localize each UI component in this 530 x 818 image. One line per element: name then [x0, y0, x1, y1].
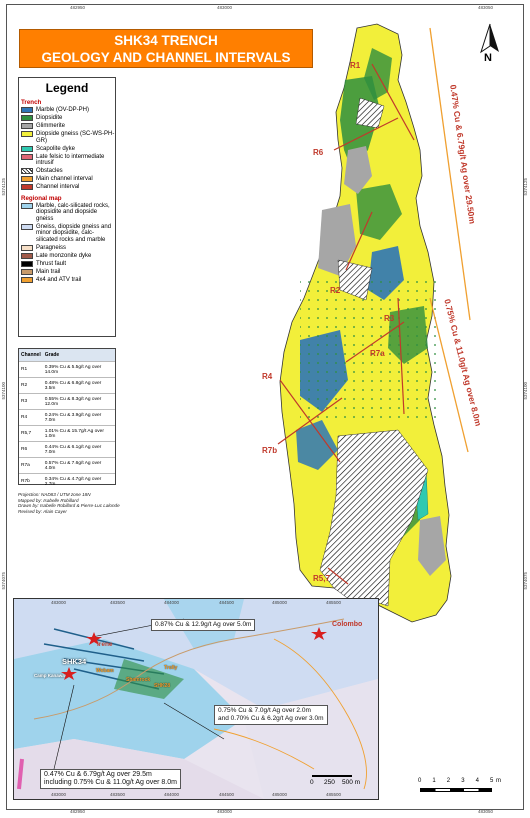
table-cell-grade: 0.57% Cu & 7.6g/t Ag over 4.0m: [43, 458, 115, 474]
coord-left-2: 5374100: [1, 382, 6, 400]
scale-tick-label: 5: [490, 778, 494, 784]
inset-label-webam: Webam: [96, 668, 114, 674]
label-r1: R1: [350, 61, 361, 70]
scale-bar: [418, 778, 510, 808]
inset-coord-bottom-6: 485500: [326, 792, 342, 797]
table-row: [19, 394, 115, 410]
north-label: N: [484, 52, 492, 64]
legend-regional-label: Thrust fault: [36, 260, 67, 267]
scale-tick-label: m: [496, 778, 501, 784]
table-row: [19, 378, 115, 394]
inset-coord-top-4: 484500: [219, 600, 235, 605]
coord-right-1: 5374125: [523, 178, 528, 196]
inset-box-irene-grade: 0.87% Cu & 12.9g/t Ag over 5.0m: [151, 619, 255, 631]
inset-scalebar: [310, 775, 370, 791]
inset-label-shk34: SHK34: [62, 657, 87, 666]
legend-trench-item: [21, 184, 115, 191]
legend-regional-label: Paragneiss: [36, 244, 67, 251]
legend-trench-item: [21, 131, 115, 144]
legend-trench-item: [21, 176, 115, 183]
label-r7a: R7a: [370, 349, 385, 358]
table-row: [19, 426, 115, 442]
credit-mapped: Mapped by: Isabelle Robillard: [18, 497, 79, 503]
inset-coord-top-6: 485500: [326, 600, 342, 605]
table-cell-channel: R4: [19, 410, 43, 426]
table-header-channel: Channel: [19, 349, 43, 362]
inset-label-shamrock: Shamrock: [126, 677, 151, 683]
inset-label-trolly: Trolly: [164, 665, 178, 671]
legend-trench-swatch: [21, 123, 33, 129]
inset-scale-0: 0: [310, 779, 314, 786]
coord-bottom-1: 482950: [70, 809, 86, 814]
scale-tick-label: 4: [475, 778, 479, 784]
legend-regional-swatch: [21, 245, 33, 251]
inset-coord-bottom-1: 483000: [51, 792, 67, 797]
inset-box-shk28-line1: 0.75% Cu & 7.0g/t Ag over 2.0m: [218, 707, 311, 714]
inset-box-shk34-grade: [40, 769, 181, 789]
table-row: [19, 458, 115, 474]
legend-regional-label: Marble, calc-silicated rocks, diopsidite and diopside gneiss: [36, 202, 110, 222]
table-row: [19, 362, 115, 378]
legend-trench-list: [19, 107, 115, 191]
scale-tick-label: 1: [432, 778, 436, 784]
table-cell-grade: 0.34% Cu & 4.7g/t Ag over 2.7m: [43, 474, 115, 490]
table-cell-channel: R3: [19, 394, 43, 410]
legend-regional-item: [21, 203, 115, 223]
inset-coord-bottom-5: 485000: [272, 792, 288, 797]
legend-regional-item: [21, 253, 115, 260]
label-r4: R4: [262, 372, 273, 381]
legend-trench-item: [21, 107, 115, 114]
scale-tick-label: 2: [446, 778, 451, 784]
inset-coord-bottom-3: 484000: [164, 792, 180, 797]
main-interval-long-label: 0.47% Cu & 6.79g/t Ag over 29.50m: [448, 84, 478, 225]
inset-coord-top-5: 485000: [272, 600, 288, 605]
table-cell-grade: 0.39% Cu & 5.5g/t Ag over 14.0m: [43, 362, 115, 378]
coord-bottom-2: 483000: [217, 809, 233, 814]
legend-trench-label: Marble (OV-DP-PH): [36, 107, 90, 113]
credit-revised: Revised by: Alain Cayer: [18, 508, 67, 514]
table-header-grade: Grade: [43, 349, 115, 362]
coord-left-3: 5374075: [1, 572, 6, 590]
inset-box-shk28-grade: [214, 705, 328, 725]
legend-trench-label: Main channel interval: [36, 176, 93, 182]
table-cell-grade: 0.55% Cu & 8.3g/t Ag over 12.0m: [43, 394, 115, 410]
grade-table: [18, 348, 116, 485]
legend-regional-swatch: [21, 203, 33, 209]
inset-label-shk28: SHK28: [154, 683, 171, 689]
legend-trench-label: Scapolite dyke: [36, 145, 76, 152]
coord-right-2: 5374100: [523, 382, 528, 400]
label-r6: R6: [313, 148, 324, 157]
legend-trench-swatch: [21, 131, 33, 137]
table-cell-grade: 1.01% Cu & 15.7g/t Ag over 1.0m: [43, 426, 115, 442]
main-interval-short-label: 0.75% Cu & 11.0g/t Ag over 8.0m: [442, 298, 484, 428]
map-credits: [18, 492, 218, 514]
legend-trench-swatch: [21, 154, 33, 160]
regional-inset-map: [13, 598, 379, 800]
legend-trench-item: [21, 115, 115, 122]
coord-bottom-3: 483050: [478, 809, 494, 814]
legend-trench-swatch: [21, 184, 33, 190]
coord-top-3: 483050: [478, 5, 494, 10]
inset-scale-500: 500 m: [342, 779, 361, 786]
table-cell-grade: 0.44% Cu & 6.1g/t Ag over 7.0m: [43, 442, 115, 458]
legend-trench-item: [21, 154, 115, 167]
table-row: [19, 474, 115, 490]
legend-trench-label: Obstacles: [36, 168, 63, 174]
inset-coord-top-1: 483000: [51, 600, 67, 605]
inset-box-shk34-line1: 0.47% Cu & 6.79g/t Ag over 29.5m: [44, 771, 152, 778]
legend-regional-heading: Regional map: [21, 194, 62, 202]
inset-label-colombo: Colombo: [332, 621, 363, 628]
legend-regional-item: [21, 269, 115, 276]
legend-regional-label: Main trail: [36, 268, 61, 275]
legend-trench-swatch: [21, 107, 33, 113]
legend-regional-item: [21, 224, 115, 244]
legend-heading: Legend: [45, 81, 89, 95]
legend-trench-label: Late felsic to intermediate intrusif: [36, 153, 105, 166]
credit-drawn: Drawn by: Isabelle Robillard & Pierre-Luc Lalonde: [18, 503, 120, 509]
legend-regional-swatch: [21, 269, 33, 275]
legend-trench-heading: Trench: [21, 99, 42, 106]
legend-regional-item: [21, 261, 115, 268]
table-cell-channel: R7a: [19, 458, 43, 474]
legend-trench-swatch: [21, 176, 33, 182]
inset-box-shk28-line2: and 0.70% Cu & 6.2g/t Ag over 3.0m: [218, 715, 324, 722]
label-r3: R3: [384, 314, 395, 323]
label-r7b: R7b: [262, 446, 278, 455]
legend-trench-swatch: [21, 146, 33, 152]
table-cell-grade: 0.24% Cu & 3.9g/t Ag over 7.0m: [43, 410, 115, 426]
table-cell-channel: R5,7: [19, 426, 43, 442]
legend-trench-label: Diopside gneiss (SC-WS-PH-GR): [36, 131, 115, 144]
coord-left-1: 5374125: [1, 178, 6, 196]
inset-label-irene: Irene: [97, 641, 113, 648]
credit-projection: Projection: NAD83 / UTM zone 18N: [18, 492, 91, 497]
legend-regional-swatch: [21, 224, 33, 230]
table-row: [19, 410, 115, 426]
legend-trench-swatch: [21, 115, 33, 121]
inset-coord-bottom-4: 484500: [219, 792, 235, 797]
map-title: [19, 29, 313, 68]
inset-coord-top-3: 484000: [164, 600, 180, 605]
legend-regional-list: [19, 203, 115, 284]
legend-trench-label: Glimmerite: [36, 123, 66, 129]
label-r2: R2: [330, 286, 341, 295]
coord-top-2: 483000: [217, 5, 233, 10]
inset-box-shk34-line2: including 0.75% Cu & 11.0g/t Ag over 8.0m: [44, 779, 177, 786]
legend-regional-item: [21, 277, 115, 284]
scale-tick-label: 3: [461, 778, 465, 784]
legend-trench-item: [21, 168, 115, 175]
label-r57: R5,7: [313, 574, 330, 583]
legend-regional-swatch: [21, 261, 33, 267]
coord-top-1: 482950: [70, 5, 86, 10]
legend-panel: [18, 77, 116, 337]
table-cell-channel: R7b: [19, 474, 43, 490]
inset-coord-top-2: 483500: [110, 600, 126, 605]
table-cell-channel: R2: [19, 378, 43, 394]
legend-regional-item: [21, 245, 115, 252]
title-line-2: GEOLOGY AND CHANNEL INTERVALS: [41, 50, 291, 65]
legend-trench-label: Diopsidite: [36, 115, 63, 121]
inset-scale-250: 250: [324, 779, 335, 786]
inset-coord-bottom-2: 483500: [110, 792, 126, 797]
table-cell-channel: R1: [19, 362, 43, 378]
legend-trench-item: [21, 146, 115, 153]
legend-trench-item: [21, 123, 115, 130]
legend-regional-swatch: [21, 277, 33, 283]
legend-regional-label: 4x4 and ATV trail: [36, 276, 82, 283]
table-cell-channel: R6: [19, 442, 43, 458]
inset-label-camp: Camp Kanawa: [34, 673, 65, 678]
legend-regional-label: Gneiss, diopside gneiss and minor diopsidite, calc-silicated rocks and marble: [36, 223, 112, 243]
legend-regional-label: Late monzonite dyke: [36, 252, 92, 259]
table-row: [19, 442, 115, 458]
title-line-1: SHK34 TRENCH: [114, 33, 218, 48]
table-cell-grade: 0.48% Cu & 6.8g/t Ag over 3.5m: [43, 378, 115, 394]
legend-regional-swatch: [21, 253, 33, 259]
scale-tick-label: 0: [418, 778, 422, 784]
legend-trench-label: Channel interval: [36, 184, 80, 190]
coord-right-3: 5374075: [523, 572, 528, 590]
legend-trench-swatch: [21, 168, 33, 174]
